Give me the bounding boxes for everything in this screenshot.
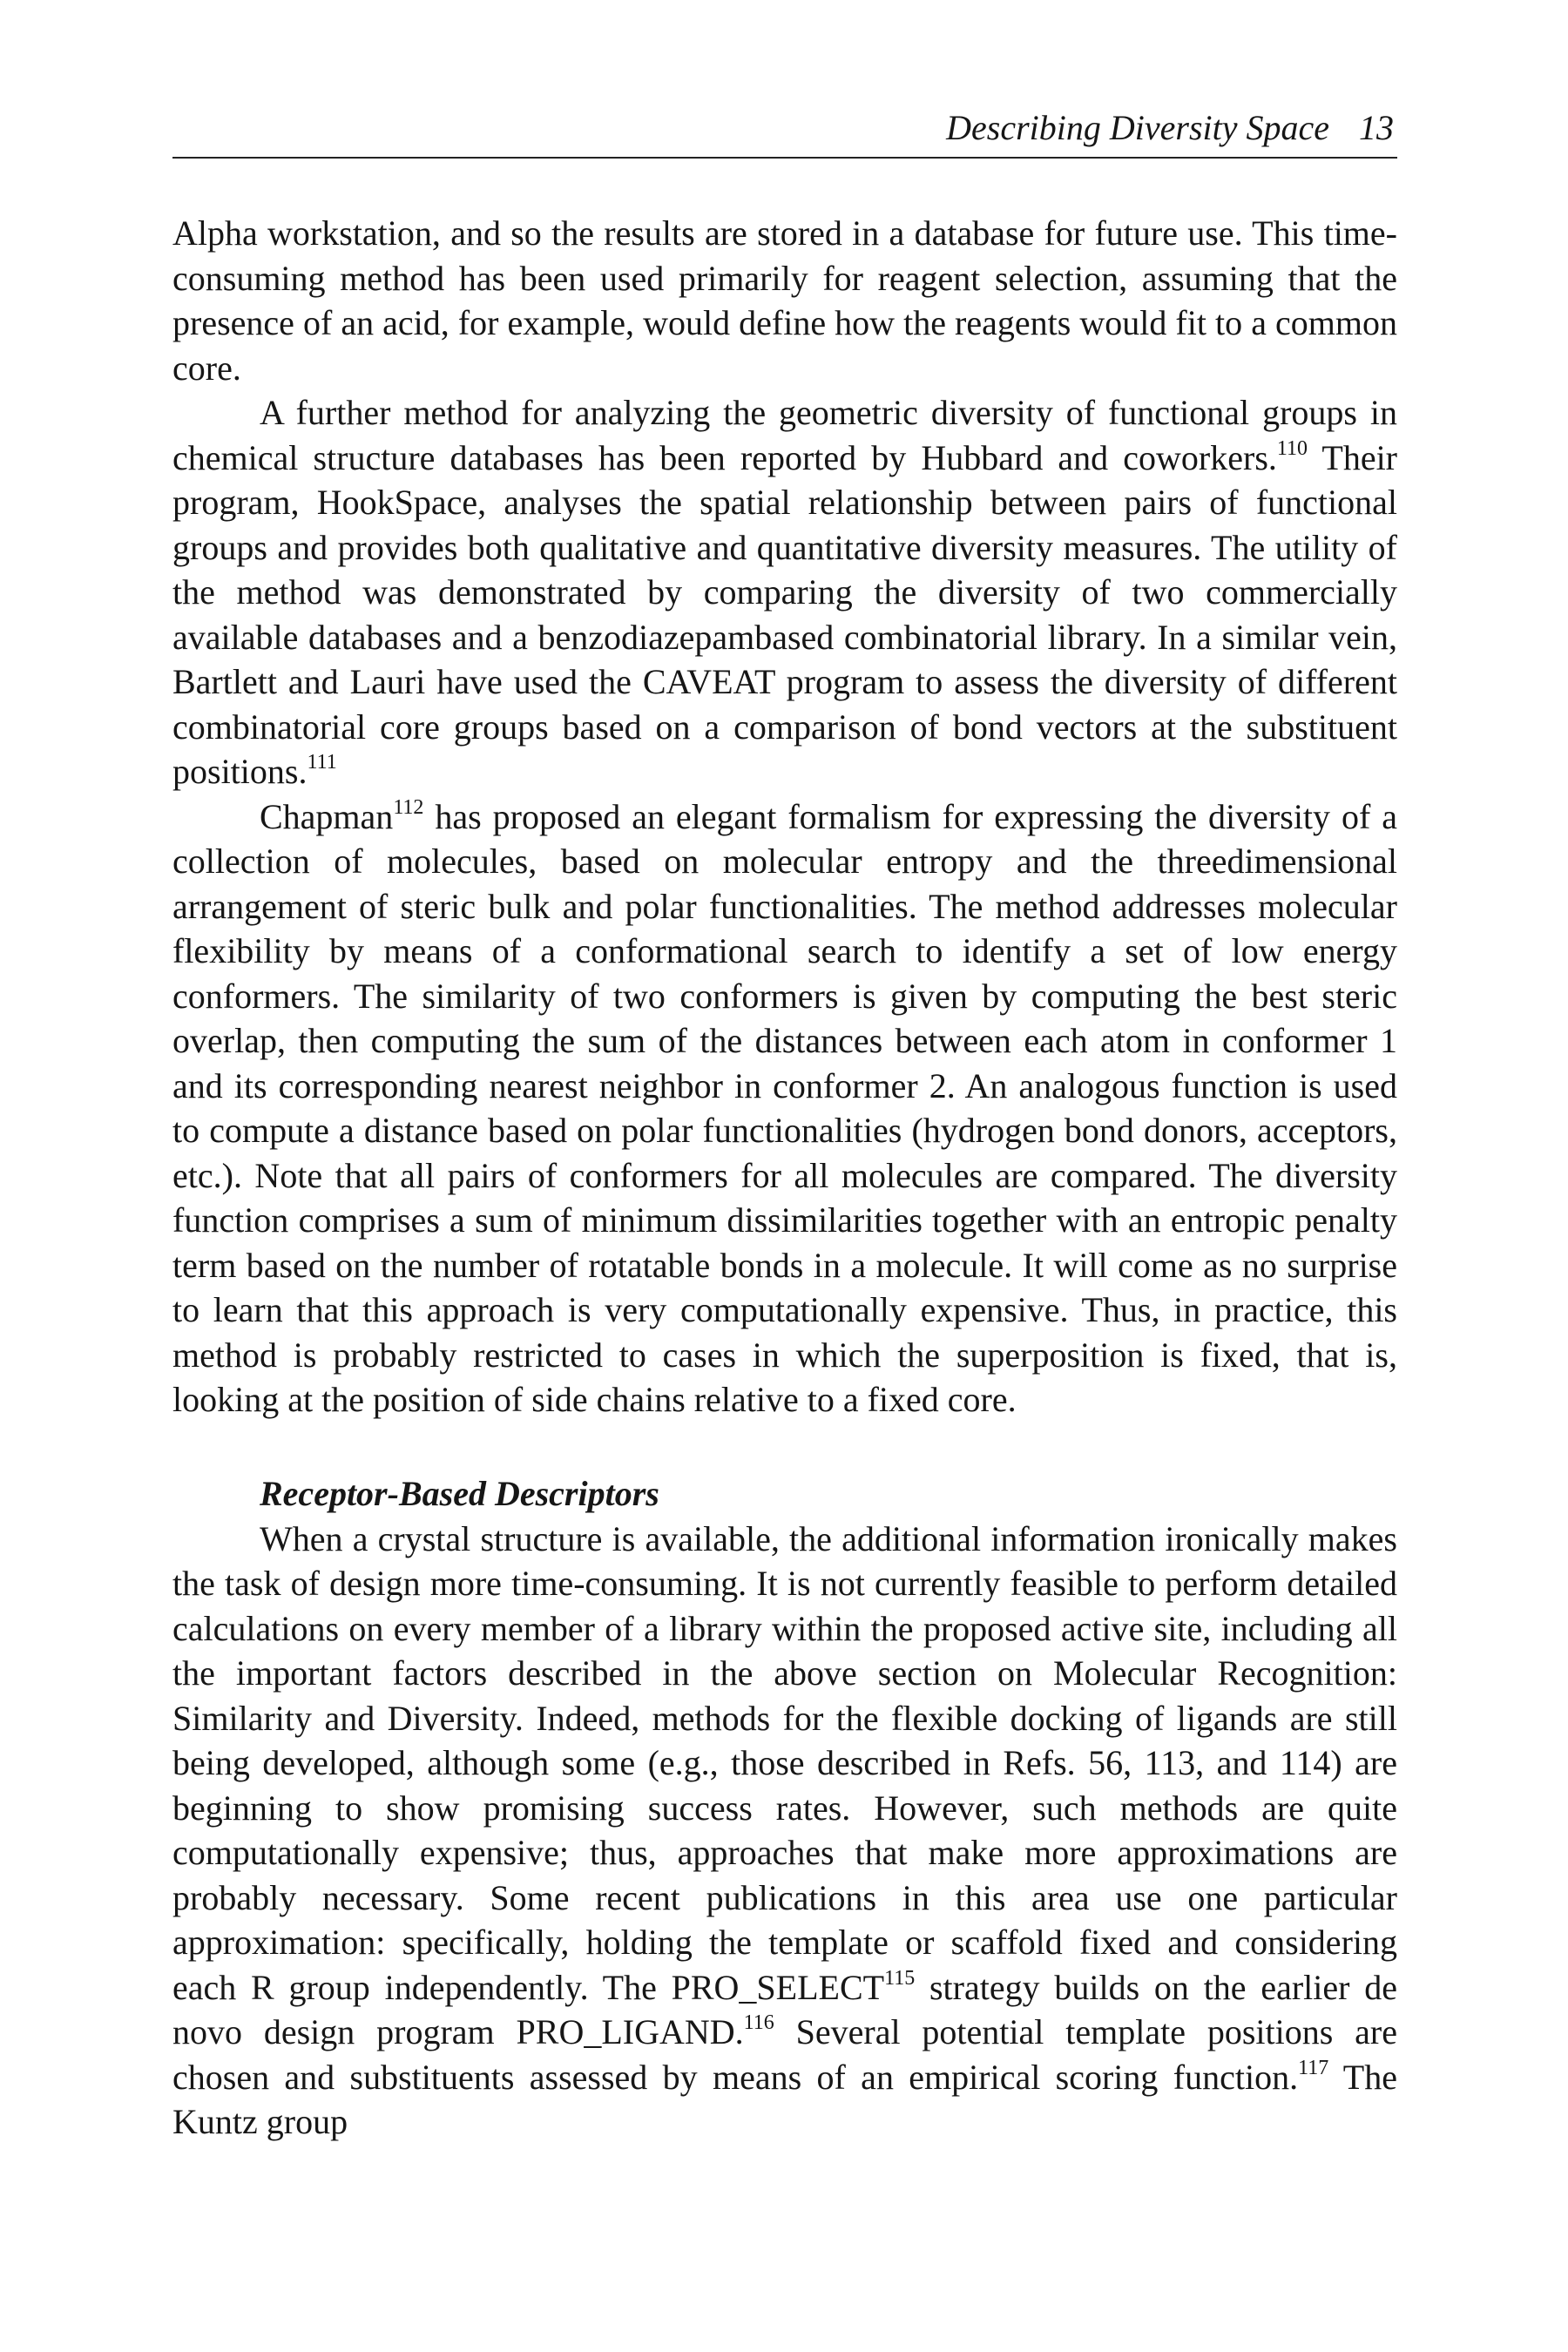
reference-superscript: 117 xyxy=(1298,2056,1329,2079)
reference-superscript: 116 xyxy=(743,2011,774,2034)
paragraph-continuation xyxy=(172,211,1397,390)
paragraph-text: Chapman xyxy=(260,796,394,836)
book-page xyxy=(172,105,1397,2145)
running-header xyxy=(172,105,1397,159)
page-number: 13 xyxy=(1359,108,1394,147)
running-title: Describing Diversity Space xyxy=(946,108,1329,147)
paragraph-text: Alpha workstation, and so the results are stored in a database for future use. This time-consuming method has been used primarily for reagent selection, assuming that the presence of an acid, for example, would define how the reagents would fit to a common core. xyxy=(172,213,1397,388)
section-heading: Receptor-Based Descriptors xyxy=(260,1473,659,1513)
paragraph-text: Several potential template positions are chosen and substituents assessed by means of an empirical scoring function. xyxy=(172,2012,1397,2097)
paragraph-receptor-based xyxy=(172,1517,1397,2145)
reference-superscript: 112 xyxy=(393,795,424,819)
paragraph-text: A further method for analyzing the geometric diversity of functional groups in chemical structure databases has been reported by Hubbard and coworkers. xyxy=(172,393,1397,477)
paragraph-hookspace xyxy=(172,390,1397,794)
reference-superscript: 111 xyxy=(307,751,337,774)
reference-superscript: 110 xyxy=(1276,436,1308,460)
reference-superscript: 115 xyxy=(884,1966,916,1990)
paragraph-text: When a crystal structure is available, the additional information ironically makes the task of design more time-consuming. It is not currently feasible to perform detailed calculations on every member of a library within the proposed active site, including all the important factors described in the above section on Molecular Recognition: Similarity and Diversity. Indeed, methods for the flexible docking of ligands are still being developed, although some (e.g., those described in Refs. 56, 113, and 114) are beginning to show promising success rates. However, such methods are quite computationally expensive; thus, approaches that make more approximations are probably necessary. Some recent publications in this area use one particular approximation: specifically, holding the template or scaffold fixed and considering each R group independently. The PRO_SELECT xyxy=(172,1518,1397,2007)
paragraph-text: has proposed an elegant formalism for expressing the diversity of a collection of molecules, based on molecular entropy and the threedimensional arrangement of steric bulk and polar functionalities. The method addresses molecular flexibility by means of a conformational search to identify a set of low energy conformers. The similarity of two conformers is given by computing the best steric overlap, then computing the sum of the distances between each atom in conformer 1 and its corresponding nearest neighbor in conformer 2. An analogous function is used to compute a distance based on polar functionalities (hydrogen bond donors, acceptors, etc.). Note that all pairs of conformers for all molecules are compared. The diversity function comprises a sum of minimum dissimilarities together with an entropic penalty term based on the number of rotatable bonds in a molecule. It will come as no surprise to learn that this approach is very computationally expensive. Thus, in practice, this method is probably restricted to cases in which the superposition is fixed, that is, looking at the position of side chains relative to a fixed core. xyxy=(172,796,1397,1419)
paragraph-text: Their program, HookSpace, analyses the spatial relationship between pairs of functional groups and provides both qualitative and quantitative diversity measures. The utility of the method was demonstrated by comparing the diversity of two commercially available databases and a benzodiazepambased combinatorial library. In a similar vein, Bartlett and Lauri have used the CAVEAT program to assess the diversity of different combinatorial core groups based on a comparison of bond vectors at the substituent positions. xyxy=(172,437,1397,791)
body-text xyxy=(172,211,1397,2145)
paragraph-chapman xyxy=(172,794,1397,1423)
paragraph-text: strategy builds on the earlier de novo design program PRO_LIGAND. xyxy=(172,1967,1397,2051)
paragraph-text: The Kuntz group xyxy=(172,2057,1397,2141)
